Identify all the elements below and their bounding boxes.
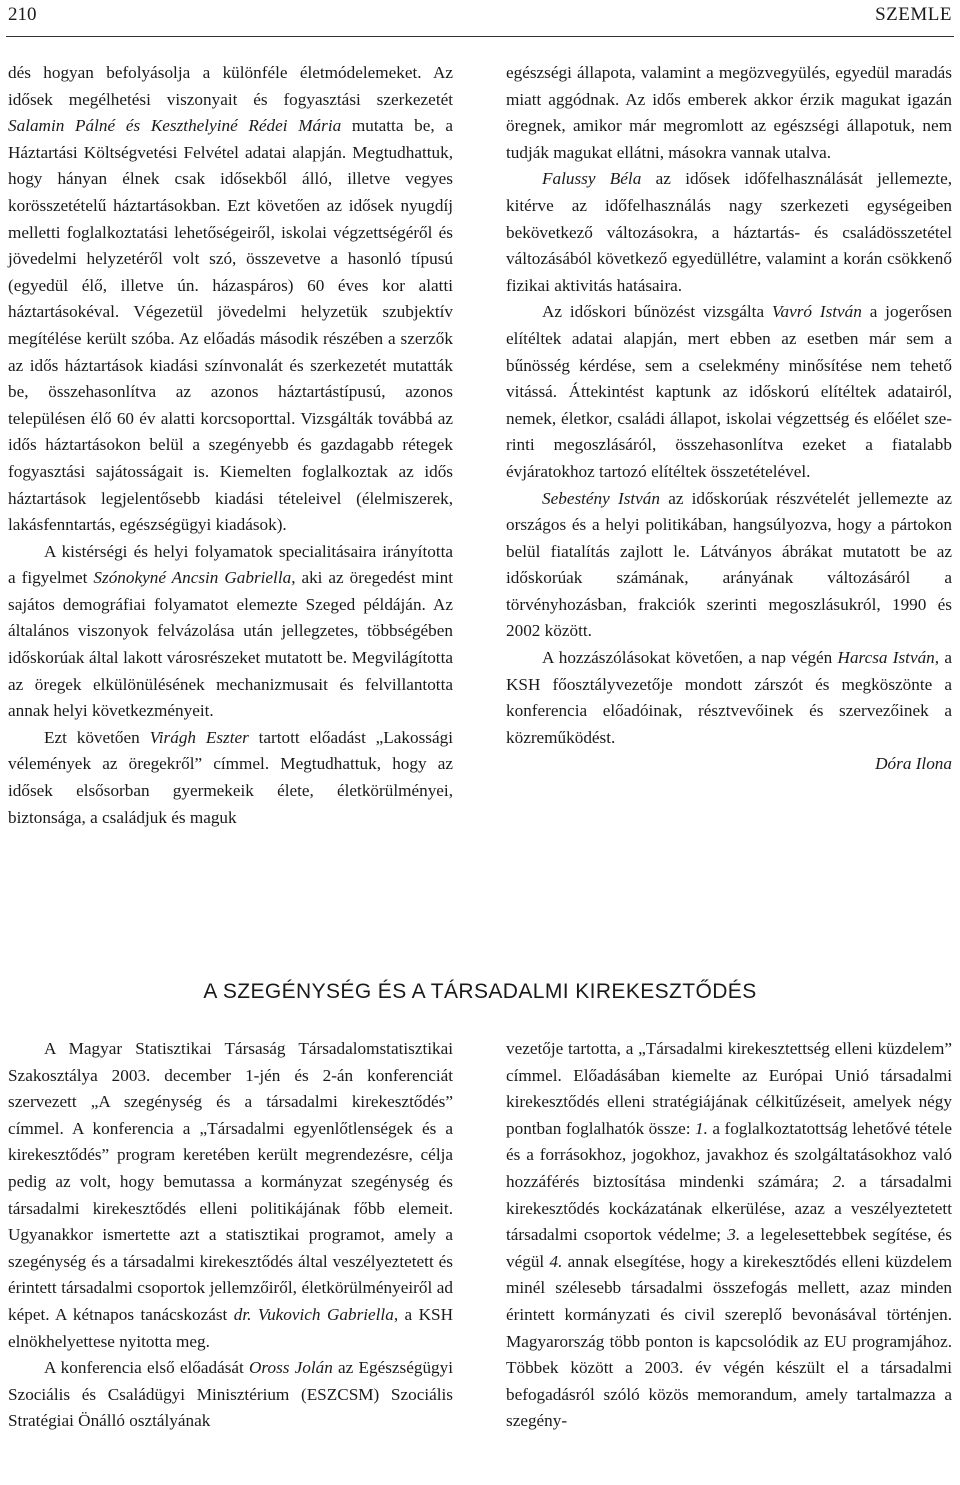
text-run: az idősek időfelhasználását jellemezte, kitérve az időfelhasználás nagy szerkezeti egységeiben bekövetkező változásokra, a háztartás- és családösszetétel változásából következő egyedüllétre, valamint a korán csökkenő fizikai aktivitás hatásaira. <box>506 169 952 295</box>
article1-left-column <box>8 60 453 831</box>
author-name: Szónokyné Ancsin Gabriella <box>93 568 292 588</box>
paragraph <box>8 60 453 539</box>
author-name: Salamin Pálné és Keszthelyiné Rédei Mária <box>8 116 342 136</box>
paragraph <box>506 1036 952 1435</box>
text-run: mutatta be, a Háztartási Költségvetési Felvétel adatai alapján. Megtudhattuk, hogy hányan élnek csak idősekből álló, illetve vegyes korösszetételű háztartásokban. Ezt követően az idősek nyugdíj melletti foglalkoztatási lehetőségeiről, iskolai végzettségéről és jövedelmi helyzetéről volt szó, összevetve a hasonló típusú (egyedül élő, illetve ún. házaspáros) 60 éves kor alatti háztartásokéval. Végezetül jövedelmi helyzetük szubjektív megítélése került szóba. Az előadás második részében a szerzők az idős háztartások kiadási színvonalát és szerkezetét mutatták be, összehasonlítva az azonos háztartástípusú, azonos településen élő 60 év alatti korcsoporttal. Vizsgálták továbbá az idős háztartásokon belül a szegényebb és gazdagabb rétegek fogyasztási sajátosságait is. Kiemelten foglalkoztak az idős háztartások legjelentősebb kiadási tételeivel (élelmiszerek, lakásfenntartás, egészségügyi kiadások). <box>8 116 453 535</box>
text-run: Az időskori bűnözést vizsgálta <box>542 302 772 322</box>
author-name: Oross Jolán <box>249 1358 333 1378</box>
text-run: dés hogyan befolyásolja a különféle életmódelemeket. Az idősek megélhetési viszonyait és fogyasztási szerkezetét <box>8 63 453 109</box>
paragraph <box>8 1036 453 1355</box>
paragraph <box>8 539 453 725</box>
article2-title: A SZEGÉNYSÉG ÉS A TÁRSADALMI KIREKESZTŐDÉS <box>203 980 757 1003</box>
text-run: az időskorúak részvételét jellemezte az országos és a helyi politikában, hangsúlyozva, hogy a pártokon belül fiatalítás zajlott le. Látványos ábrákat mutatott be az időskorúak számának, arányának változásáról a törvényhozásban, frakciók szerinti megoszlásukról, 1990 és 2002 között. <box>506 488 953 641</box>
text-run: A konferencia első előadását <box>44 1358 250 1378</box>
author-name: Sebestény István <box>542 488 660 508</box>
article1-right-column <box>506 60 952 778</box>
author-name: Vavró István <box>771 302 862 322</box>
list-number: 1. <box>695 1118 708 1138</box>
paragraph <box>506 645 952 751</box>
header-rule <box>6 36 954 37</box>
text-run: tartott előadást „Lakossági vélemények az öregekről” címmel. Megtudhattuk, hogy az idősek elsősorban gyermekeik élete, életkörülményei, biztonsága, a családjuk és maguk <box>8 727 453 827</box>
text-run: annak elsegítése, hogy a kirekesztődés elleni küzdelem minél szélesebb társadalmi összefogás mellett, azaz minden érintett kormányzati és civil szereplő bevonásával történjen. Magyarország több ponton is kapcsolódik az EU programjához. Többek között a 2003. év végén készült el a társadalmi befogadásról szóló közös memorandum, amely tartalmazza a szegény- <box>506 1251 952 1431</box>
page-number: 210 <box>8 4 37 25</box>
text-run: vezetője tartotta, a „Társadalmi kirekesztettség elleni küzdelem” címmel. Előadásában kiemelte az Európai Unió társadalmi kirekesztődés elleni stratégiájának célkitűzéseit, amelyek négy pontban foglalhatók össze: <box>506 1039 952 1138</box>
author-name: Virágh Eszter <box>149 727 249 747</box>
text-run: , a KSH főosztályvezetője mondott zárszót és megköszönte a konferencia előadóinak, résztvevőinek és szervezőinek a közreműködést. <box>506 648 952 747</box>
author-name: Harcsa István <box>837 648 935 668</box>
signature: Dóra Ilona <box>875 754 952 774</box>
text-run: a jogerősen elítéltek adatai alapján, mert ebben az esetben már sem a bűnösség kérdése, sem a cselekmény minősítése nem tehető vitássá. Áttekintést kaptunk az időskorú elítéltek adatairól, nemek, életkor, családi állapot, iskolai végzettség és előélet szerinti megoszlásáról, összehasonlítva ezeket a fiatalabb évjáratokhoz tartozó elítéltek összetételével. <box>506 302 952 481</box>
author-name: dr. Vukovich Gabriella <box>233 1304 394 1324</box>
paragraph <box>8 1355 453 1435</box>
list-number: 2. <box>832 1171 846 1191</box>
paragraph <box>506 166 952 299</box>
author-name: Falussy Béla <box>542 169 642 189</box>
list-number: 4. <box>549 1251 563 1271</box>
article2-left-column <box>8 1036 453 1435</box>
text-run: A Magyar Statisztikai Társaság Társadalomstatisztikai Szakosztálya 2003. december 1-jén és 2-án konferenciát szervezett „A szegénység és a társadalmi kirekesztődés” címmel. A konferencia a „Társadalmi egyenlőtlenségek és a kirekesztődés” program keretében került megrendezésre, célja pedig az volt, hogy bemutassa a kormányzat szegénység és társadalmi kirekesztődés elleni politikájának főbb elemeit. Ugyanakkor ismertette azt a statisztikai programot, amely a szegénység és a társadalmi kirekesztődés által veszélyeztetett és érintett társadalmi csoportok jellemzőiről, életkörülményeiről ad képet. A kétnapos tanácskozást <box>8 1039 453 1324</box>
article2-right-column <box>506 1036 952 1435</box>
text-run: a foglalkoztatottság lehetővé tétele és a forrásokhoz, jogokhoz, javakhoz és szolgáltatásokhoz való hozzáférés biztosítása mindenki számára; <box>506 1118 952 1191</box>
text-run: a társadalmi kirekesztődés kockázatának elkerülése, azaz a veszélyeztetett társadalmi csoportok védelme; <box>506 1171 953 1245</box>
text-run: A kistérségi és helyi folyamatok specialitásaira irányította a figyelmet <box>8 541 453 588</box>
paragraph <box>8 725 453 831</box>
page-header <box>0 0 960 38</box>
running-head: SZEMLE <box>875 4 952 25</box>
paragraph <box>506 60 952 166</box>
text-run: az Egészségügyi Szociális és Családügyi Minisztérium (ESZCSM) Szociális Stratégiai Önálló osztályának <box>8 1358 454 1431</box>
text-run: , a KSH elnökhelyettese nyitotta meg. <box>8 1304 454 1351</box>
text-run: egészségi állapota, valamint a megözvegyülés, egyedül maradás miatt aggódnak. Az idős emberek akkor érzik magukat igazán öregnek, amikor már megromlott az egészségi állapotuk, nem tudják magukat ellátni, másokra vannak utalva. <box>506 63 952 162</box>
list-number: 3. <box>727 1225 741 1245</box>
text-run: A hozzászólásokat követően, a nap végén <box>542 648 838 668</box>
text-run: Ezt követően <box>44 727 150 747</box>
paragraph <box>506 299 952 485</box>
text-run: , aki az öregedést mint sajátos demográfiai folyamatot elemezte Szeged példáján. Az általános viszonyok felvázolása után jellegzetes, többségében időskorúak által lakott városrészeket mutatott be. Megvilágította az öregek elkülönülésének mechanizmusait és felvillantotta annak helyi következményeit. <box>8 568 453 721</box>
paragraph <box>506 486 952 646</box>
text-run: a legelesettebbek segítése, és végül <box>506 1225 952 1271</box>
